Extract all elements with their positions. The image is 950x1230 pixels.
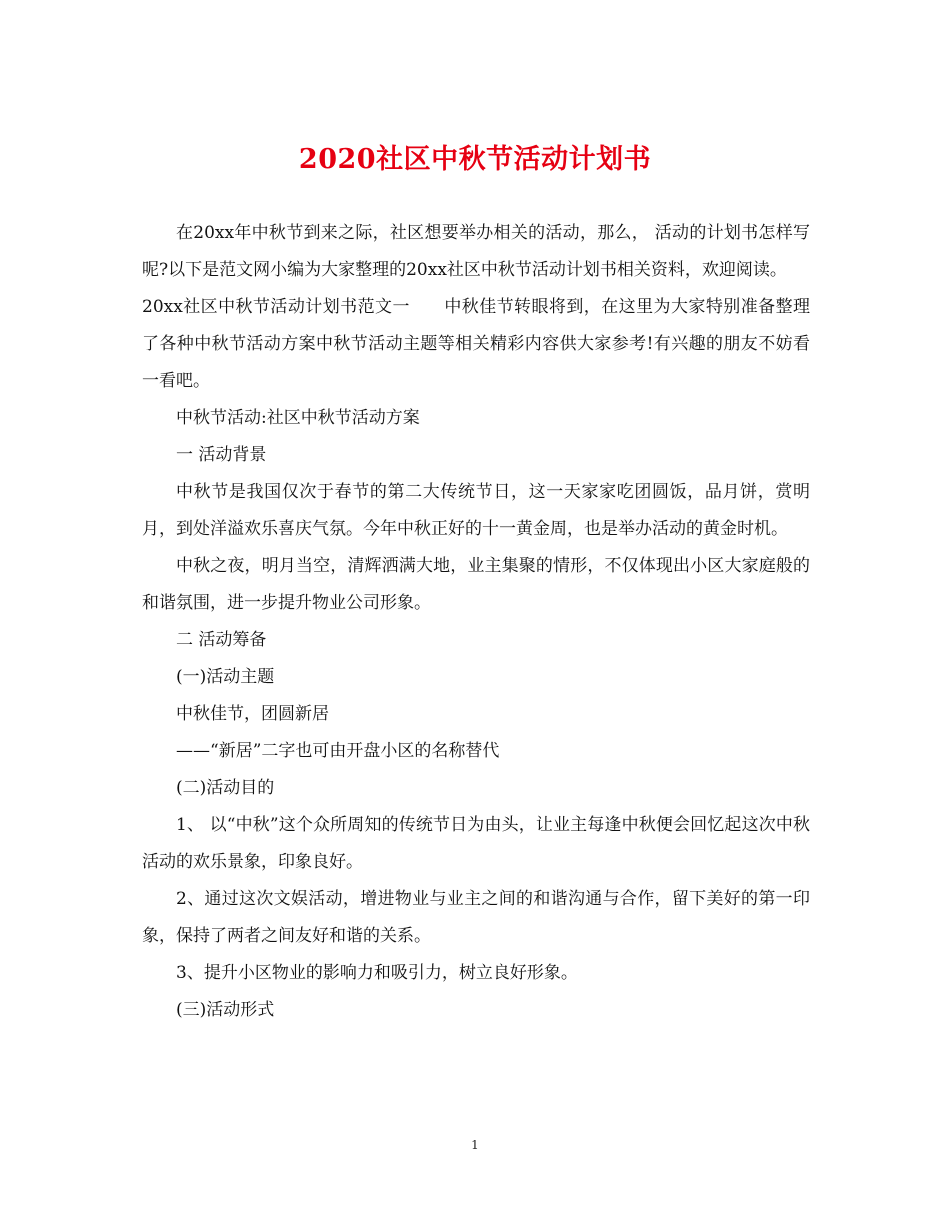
subsection-goals: (二)活动目的 [176,778,275,798]
sample-paragraph [142,289,810,400]
intro-paragraph: 在20xx年中秋节到来之际，社区想要举办相关的活动，那么， 活动的计划书怎样写呢?以下是范文网小编为大家整理的20xx社区中秋节活动计划书相关资料，欢迎阅读。 [142,223,810,280]
page-number: 1 [471,1138,479,1152]
theme-text: 中秋佳节，团圆新居 [176,704,329,724]
subsection-format: (三)活动形式 [176,1000,275,1020]
theme-note: ——“新居”二字也可由开盘小区的名称替代 [176,741,500,761]
goal-item-1: 1、 以“中秋”这个众所周知的传统节日为由头，让业主每逢中秋便会回忆起这次中秋活动的欢乐景象，印象良好。 [142,815,810,872]
document-body [142,215,810,1029]
section-heading-preparation: 二 活动筹备 [176,630,267,650]
activity-name: 中秋节活动:社区中秋节活动方案 [176,408,420,428]
background-paragraph-2: 中秋之夜，明月当空，清辉洒满大地，业主集聚的情形，不仅体现出小区大家庭般的和谐氛围，进一步提升物业公司形象。 [142,556,810,613]
goal-item-2: 2、通过这次文娱活动，增进物业与业主之间的和谐沟通与合作，留下美好的第一印象，保持了两者之间友好和谐的关系。 [142,889,810,946]
subsection-theme: (一)活动主题 [176,667,275,687]
sample-body: 中秋佳节转眼将到，在这里为大家特别准备整理了各种中秋节活动方案中秋节活动主题等相关精彩内容供大家参考!有兴趣的朋友不妨看一看吧。 [142,297,811,391]
background-paragraph-1: 中秋节是我国仅次于春节的第二大传统节日，这一天家家吃团圆饭，品月饼，赏明月，到处洋溢欢乐喜庆气氛。今年中秋正好的十一黄金周，也是举办活动的黄金时机。 [142,482,810,539]
document-title: 2020社区中秋节活动计划书 [298,144,652,175]
goal-item-3: 3、提升小区物业的影响力和吸引力，树立良好形象。 [176,963,578,983]
section-heading-background: 一 活动背景 [176,445,267,465]
sample-heading: 20xx社区中秋节活动计划书范文一 [142,297,410,317]
